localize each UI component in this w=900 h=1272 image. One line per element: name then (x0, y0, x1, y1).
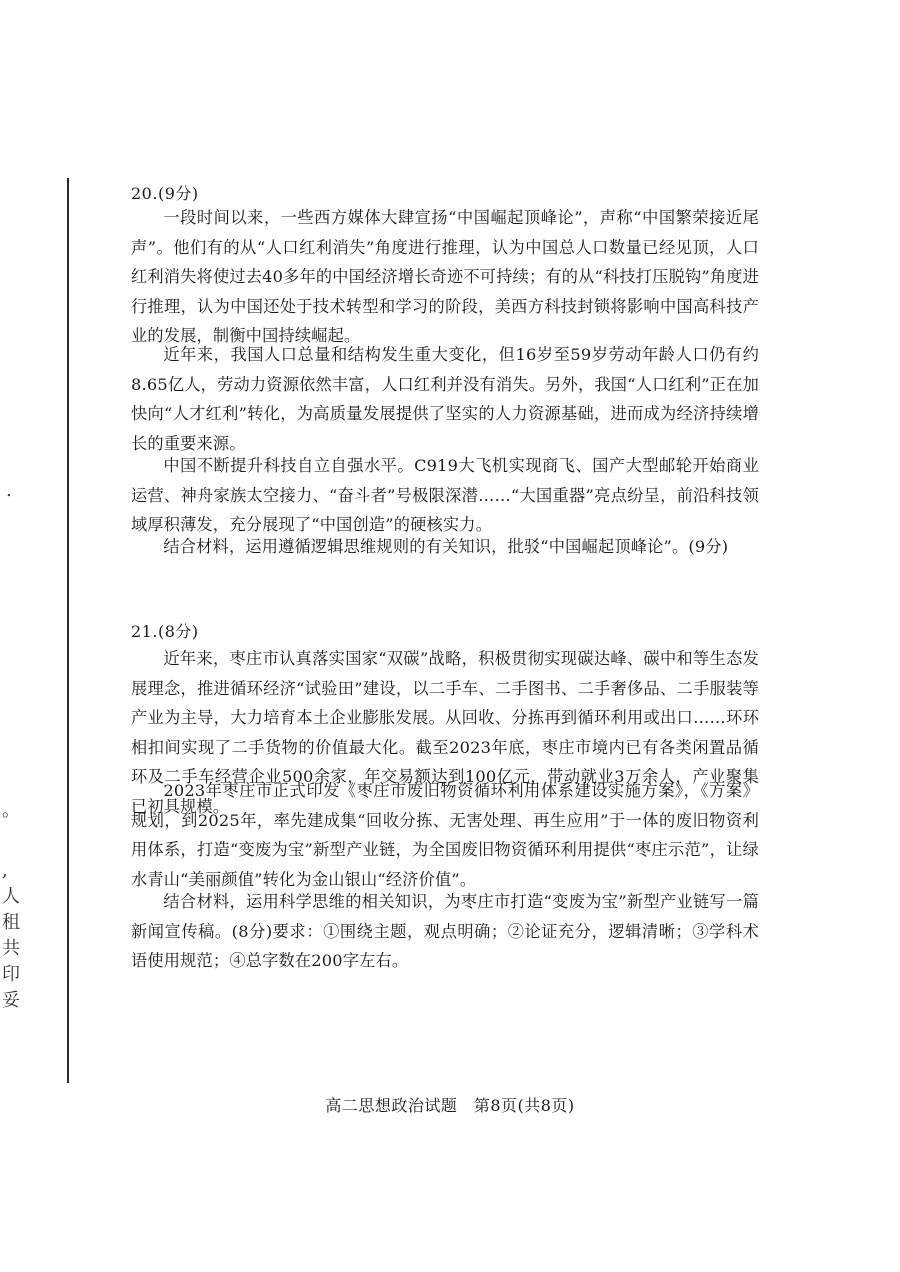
question-20-paragraph: 一段时间以来，一些西方媒体大肆宣扬“中国崛起顶峰论”，声称“中国繁荣接近尾声”。他们有的从“人口红利消失”角度进行推理，认为中国总人口数量已经见顶，人口红利消失将使过去40多年的中国经济增长奇迹不可持续；有的从“科技打压脱钩”角度进行推理，认为中国还处于技术转型和学习的阶段，美西方科技封锁将影响中国高科技产业的发展，制衡中国持续崛起。 (131, 208, 759, 345)
margin-mark: 租 (2, 912, 20, 933)
margin-mark: . (6, 480, 12, 501)
page-footer: 高二思想政治试题 第8页(共8页) (325, 1096, 575, 1115)
margin-mark: 。 (2, 800, 20, 821)
question-20-title: 20.(9分) (131, 184, 199, 203)
question-20-paragraph: 近年来，我国人口总量和结构发生重大变化，但16岁至59岁劳动年龄人口仍有约8.65亿人，劳动力资源依然丰富，人口红利并没有消失。另外，我国“人口红利”正在加快向“人才红利”转化，为高质量发展提供了坚实的人力资源基础，进而成为经济持续增长的重要来源。 (131, 345, 759, 453)
question-21-paragraph: 2023年枣庄市正式印发《枣庄市废旧物资循环利用体系建设实施方案》，《方案》规划，到2025年，率先建成集“回收分拣、无害处理、再生应用”于一体的废旧物资利用体系，打造“变废为宝”新型产业链，为全国废旧物资循环利用提供“枣庄示范”，让绿水青山“美丽颜值”转化为金山银山“经济价值”。 (131, 781, 759, 889)
question-20-paragraph: 中国不断提升科技自立自强水平。C919大飞机实现商飞、国产大型邮轮开始商业运营、神舟家族太空接力、“奋斗者”号极限深潜……“大国重器”亮点纷呈，前沿科技领域厚积薄发，充分展现了“中国创造”的硬核实力。 (131, 456, 759, 534)
margin-mark: , (2, 860, 8, 881)
question-21-paragraph: 近年来，枣庄市认真落实国家“双碳”战略，积极贯彻实现碳达峰、碳中和等生态发展理念，推进循环经济“试验田”建设，以二手车、二手图书、二手奢侈品、二手服装等产业为主导，大力培育本土企业膨胀发展。从回收、分拣再到循环利用或出口……环环相扣间实现了二手货物的价值最大化。截至2023年底，枣庄市境内已有各类闲置品循环及二手车经营企业500余家，年交易额达到100亿元，带动就业3万余人，产业聚集已初具规模。 (131, 649, 759, 816)
question-21-prompt: 结合材料，运用科学思维的相关知识，为枣庄市打造“变废为宝”新型产业链写一篇新闻宣传稿。(8分)要求：①围绕主题，观点明确；②论证充分，逻辑清晰；③学科术语使用规范；④总字数在200字左右。 (131, 892, 759, 970)
margin-mark: 印 (2, 964, 20, 985)
question-21-title: 21.(8分) (131, 622, 199, 641)
margin-mark: 人 (2, 886, 20, 907)
margin-mark: 共 (2, 938, 20, 959)
question-20-prompt: 结合材料，运用遵循逻辑思维规则的有关知识，批驳“中国崛起顶峰论”。(9分) (163, 537, 729, 556)
margin-mark: 妥 (2, 990, 20, 1011)
binding-line (67, 178, 69, 1083)
